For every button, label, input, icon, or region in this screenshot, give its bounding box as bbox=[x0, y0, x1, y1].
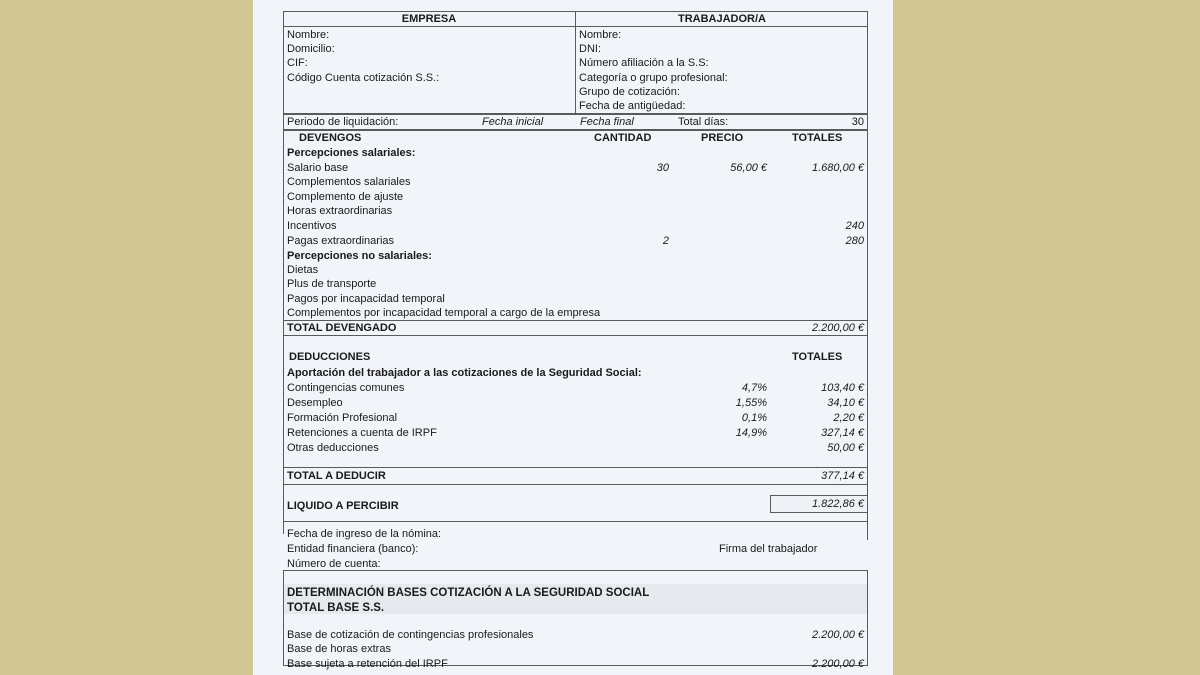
deduccion-row-pct: 4,7% bbox=[741, 382, 767, 394]
trabajador-header: TRABAJADOR/A bbox=[678, 13, 766, 25]
no-salarial-item: Pagos por incapacidad temporal bbox=[287, 293, 445, 305]
bases-title: DETERMINACIÓN BASES COTIZACIÓN A LA SEGURIDAD SOCIAL bbox=[287, 587, 650, 599]
devengo-row-cantidad: 2 bbox=[662, 235, 669, 247]
aportacion-title: Aportación del trabajador a las cotizaciones de la Seguridad Social: bbox=[287, 367, 642, 379]
empresa-nombre-label: Nombre: bbox=[287, 29, 330, 41]
left-border-lower bbox=[283, 336, 284, 534]
devengo-row-label: Complemento de ajuste bbox=[287, 191, 404, 203]
trabajador-grupo-label: Grupo de cotización: bbox=[579, 86, 680, 98]
devengo-row-label: Salario base bbox=[287, 162, 349, 174]
periodo-fecha-inicial: Fecha inicial bbox=[482, 116, 544, 128]
no-salariales-title: Percepciones no salariales: bbox=[287, 250, 432, 262]
trabajador-dni-label: DNI: bbox=[579, 43, 601, 55]
periodo-total-dias-value: 30 bbox=[851, 116, 864, 128]
no-salarial-item: Dietas bbox=[287, 264, 319, 276]
periodo-total-dias-label: Total días: bbox=[678, 116, 729, 128]
deduccion-row-total: 103,40 € bbox=[821, 382, 864, 394]
salariales-title: Percepciones salariales: bbox=[287, 147, 416, 159]
devengo-row-label: Complementos salariales bbox=[287, 176, 411, 188]
base-row-label: Base sujeta a retención del IRPF bbox=[287, 658, 448, 670]
col-totales-header: TOTALES bbox=[792, 132, 843, 144]
deducciones-totales-header: TOTALES bbox=[792, 351, 843, 363]
deduccion-row-label: Contingencias comunes bbox=[287, 382, 405, 394]
liquido-label: LIQUIDO A PERCIBIR bbox=[287, 500, 399, 512]
devengo-row-total: 280 bbox=[845, 235, 864, 247]
devengo-row-label: Pagas extraordinarias bbox=[287, 235, 395, 247]
devengo-row-label: Horas extraordinarias bbox=[287, 205, 393, 217]
trabajador-categoria-label: Categoría o grupo profesional: bbox=[579, 72, 728, 84]
col-cantidad-header: CANTIDAD bbox=[594, 132, 652, 144]
deduccion-row-label: Otras deducciones bbox=[287, 442, 379, 454]
periodo-fecha-final: Fecha final bbox=[580, 116, 634, 128]
devengo-row-label: Incentivos bbox=[287, 220, 337, 232]
devengos-header: DEVENGOS bbox=[299, 132, 362, 144]
empresa-ccc-label: Código Cuenta cotización S.S.: bbox=[287, 72, 440, 84]
deducir-bottom-rule bbox=[283, 484, 868, 485]
no-salarial-item: Plus de transporte bbox=[287, 278, 377, 290]
fecha-ingreso-label: Fecha de ingreso de la nómina: bbox=[287, 528, 442, 540]
no-salarial-item: Complementos por incapacidad temporal a cargo de la empresa bbox=[287, 307, 601, 319]
firma-trabajador-label: Firma del trabajador bbox=[719, 543, 818, 555]
base-row-label: Base de cotización de contingencias profesionales bbox=[287, 629, 534, 641]
deduccion-row-total: 2,20 € bbox=[833, 412, 864, 424]
trabajador-afiliacion-label: Número afiliación a la S.S: bbox=[579, 57, 709, 69]
trabajador-antiguedad-label: Fecha de antigüedad: bbox=[579, 100, 686, 112]
deducir-top-rule bbox=[283, 467, 868, 468]
empresa-cif-label: CIF: bbox=[287, 57, 308, 69]
deduccion-row-total: 50,00 € bbox=[827, 442, 864, 454]
trabajador-nombre-label: Nombre: bbox=[579, 29, 622, 41]
deduccion-row-pct: 0,1% bbox=[741, 412, 767, 424]
deduccion-row-pct: 14,9% bbox=[735, 427, 767, 439]
deduccion-row-pct: 1,55% bbox=[735, 397, 767, 409]
deduccion-row-label: Retenciones a cuenta de IRPF bbox=[287, 427, 437, 439]
total-base-ss: TOTAL BASE S.S. bbox=[287, 602, 385, 614]
deduccion-row-label: Desempleo bbox=[287, 397, 343, 409]
numero-cuenta-label: Número de cuenta: bbox=[287, 558, 381, 570]
devengo-row-total: 1.680,00 € bbox=[812, 162, 864, 174]
total-deducir-label: TOTAL A DEDUCIR bbox=[287, 470, 386, 482]
deduccion-row-total: 327,14 € bbox=[821, 427, 864, 439]
deducciones-header: DEDUCCIONES bbox=[289, 351, 371, 363]
col-precio-header: PRECIO bbox=[701, 132, 744, 144]
devengo-row-total: 240 bbox=[845, 220, 864, 232]
base-row-label: Base de horas extras bbox=[287, 643, 391, 655]
devengo-row-precio: 56,00 € bbox=[730, 162, 767, 174]
empresa-header: EMPRESA bbox=[401, 13, 457, 25]
base-row-value: 2.200,00 € bbox=[812, 629, 864, 641]
base-row-value: 2.200,00 € bbox=[812, 658, 864, 670]
periodo-label: Periodo de liquidación: bbox=[287, 116, 399, 128]
total-deducir-value: 377,14 € bbox=[821, 470, 864, 482]
empresa-domicilio-label: Domicilio: bbox=[287, 43, 335, 55]
total-devengado-label: TOTAL DEVENGADO bbox=[287, 322, 397, 334]
entidad-financiera-label: Entidad financiera (banco): bbox=[287, 543, 419, 555]
liquido-bottom-rule bbox=[283, 521, 868, 522]
deduccion-row-total: 34,10 € bbox=[827, 397, 864, 409]
liquido-value: 1.822,86 € bbox=[812, 498, 864, 510]
total-devengado-value: 2.200,00 € bbox=[812, 322, 864, 334]
devengo-row-cantidad: 30 bbox=[656, 162, 669, 174]
payslip-form bbox=[283, 11, 868, 670]
deduccion-row-label: Formación Profesional bbox=[287, 412, 398, 424]
